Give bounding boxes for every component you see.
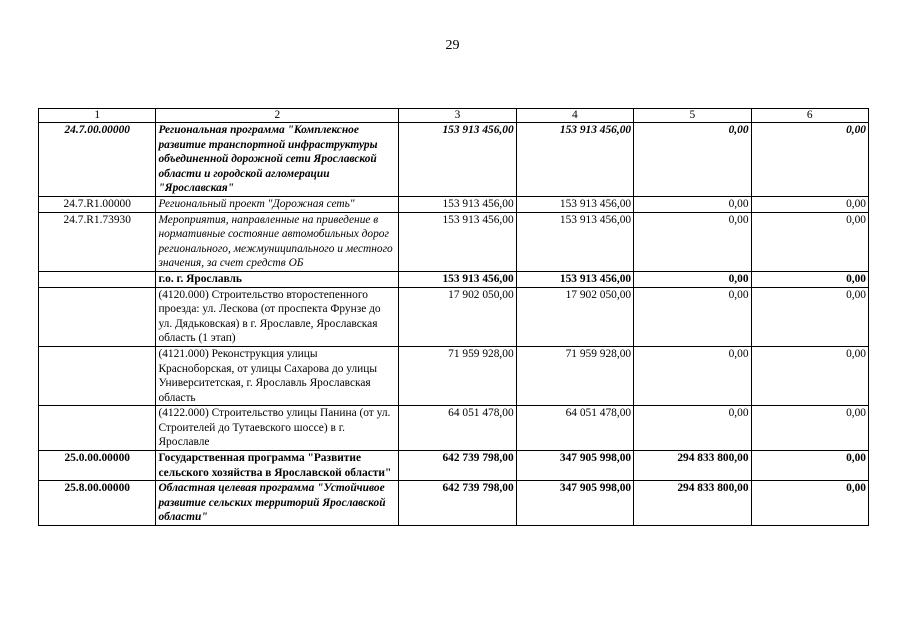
- budget-code: 24.7.00.00000: [39, 123, 156, 197]
- item-name: Мероприятия, направленные на приведение в нормативные состояние автомобильных дорог регионального, межмуниципального и местного значения, за счет средств ОБ: [156, 212, 399, 271]
- amount-col4: 153 913 456,00: [516, 271, 633, 287]
- amount-col4: 17 902 050,00: [516, 287, 633, 346]
- column-number-row: [39, 109, 869, 123]
- item-name: Областная целевая программа "Устойчивое развитие сельских территорий Ярославской области": [156, 481, 399, 526]
- column-header: 1: [39, 109, 156, 123]
- amount-col5: 0,00: [634, 212, 751, 271]
- table-row: [39, 123, 869, 197]
- budget-code: [39, 406, 156, 451]
- amount-col6: 0,00: [751, 346, 868, 405]
- amount-col3: 642 739 798,00: [399, 481, 516, 526]
- amount-col4: 64 051 478,00: [516, 406, 633, 451]
- amount-col5: 0,00: [634, 287, 751, 346]
- budget-code: [39, 271, 156, 287]
- table-row: [39, 212, 869, 271]
- amount-col5: 0,00: [634, 346, 751, 405]
- item-name: Государственная программа "Развитие сельского хозяйства в Ярославской области": [156, 451, 399, 481]
- budget-code: 24.7.R1.00000: [39, 196, 156, 212]
- budget-code: 25.0.00.00000: [39, 451, 156, 481]
- amount-col6: 0,00: [751, 481, 868, 526]
- amount-col3: 153 913 456,00: [399, 123, 516, 197]
- amount-col5: 294 833 800,00: [634, 451, 751, 481]
- table-row: [39, 346, 869, 405]
- item-name: Региональная программа "Комплексное развитие транспортной инфраструктуры объединенной дорожной сети Ярославской области и городской агломерации "Ярославская": [156, 123, 399, 197]
- amount-col4: 71 959 928,00: [516, 346, 633, 405]
- table-row: [39, 406, 869, 451]
- amount-col3: 642 739 798,00: [399, 451, 516, 481]
- amount-col4: 347 905 998,00: [516, 481, 633, 526]
- page-number: 29: [445, 38, 460, 53]
- table-row: [39, 451, 869, 481]
- amount-col5: 0,00: [634, 196, 751, 212]
- budget-code: [39, 287, 156, 346]
- column-header: 3: [399, 109, 516, 123]
- amount-col6: 0,00: [751, 406, 868, 451]
- amount-col4: 153 913 456,00: [516, 123, 633, 197]
- amount-col5: 0,00: [634, 123, 751, 197]
- item-name: (4120.000) Строительство второстепенного проезда: ул. Лескова (от проспекта Фрунзе до ул. Дядьковская) в г. Ярославле, Ярославская область (1 этап): [156, 287, 399, 346]
- budget-code: [39, 346, 156, 405]
- table-row: [39, 271, 869, 287]
- item-name: (4121.000) Реконструкция улицы Красноборская, от улицы Сахарова до улицы Университетская, г. Ярославль Ярославская область: [156, 346, 399, 405]
- budget-code: 25.8.00.00000: [39, 481, 156, 526]
- column-header: 6: [751, 109, 868, 123]
- amount-col3: 153 913 456,00: [399, 212, 516, 271]
- budget-table: [38, 108, 869, 526]
- amount-col3: 64 051 478,00: [399, 406, 516, 451]
- amount-col6: 0,00: [751, 123, 868, 197]
- item-name: г.о. г. Ярославль: [156, 271, 399, 287]
- amount-col3: 71 959 928,00: [399, 346, 516, 405]
- table-row: [39, 481, 869, 526]
- amount-col4: 153 913 456,00: [516, 212, 633, 271]
- amount-col6: 0,00: [751, 451, 868, 481]
- amount-col5: 294 833 800,00: [634, 481, 751, 526]
- amount-col3: 153 913 456,00: [399, 271, 516, 287]
- column-header: 5: [634, 109, 751, 123]
- amount-col3: 17 902 050,00: [399, 287, 516, 346]
- amount-col6: 0,00: [751, 212, 868, 271]
- amount-col6: 0,00: [751, 271, 868, 287]
- item-name: Региональный проект "Дорожная сеть": [156, 196, 399, 212]
- amount-col5: 0,00: [634, 271, 751, 287]
- amount-col6: 0,00: [751, 196, 868, 212]
- amount-col6: 0,00: [751, 287, 868, 346]
- amount-col3: 153 913 456,00: [399, 196, 516, 212]
- amount-col5: 0,00: [634, 406, 751, 451]
- amount-col4: 153 913 456,00: [516, 196, 633, 212]
- column-header: 2: [156, 109, 399, 123]
- amount-col4: 347 905 998,00: [516, 451, 633, 481]
- item-name: (4122.000) Строительство улицы Панина (от ул. Строителей до Тутаевского шоссе) в г. Ярославле: [156, 406, 399, 451]
- budget-code: 24.7.R1.73930: [39, 212, 156, 271]
- table-row: [39, 196, 869, 212]
- column-header: 4: [516, 109, 633, 123]
- table-row: [39, 287, 869, 346]
